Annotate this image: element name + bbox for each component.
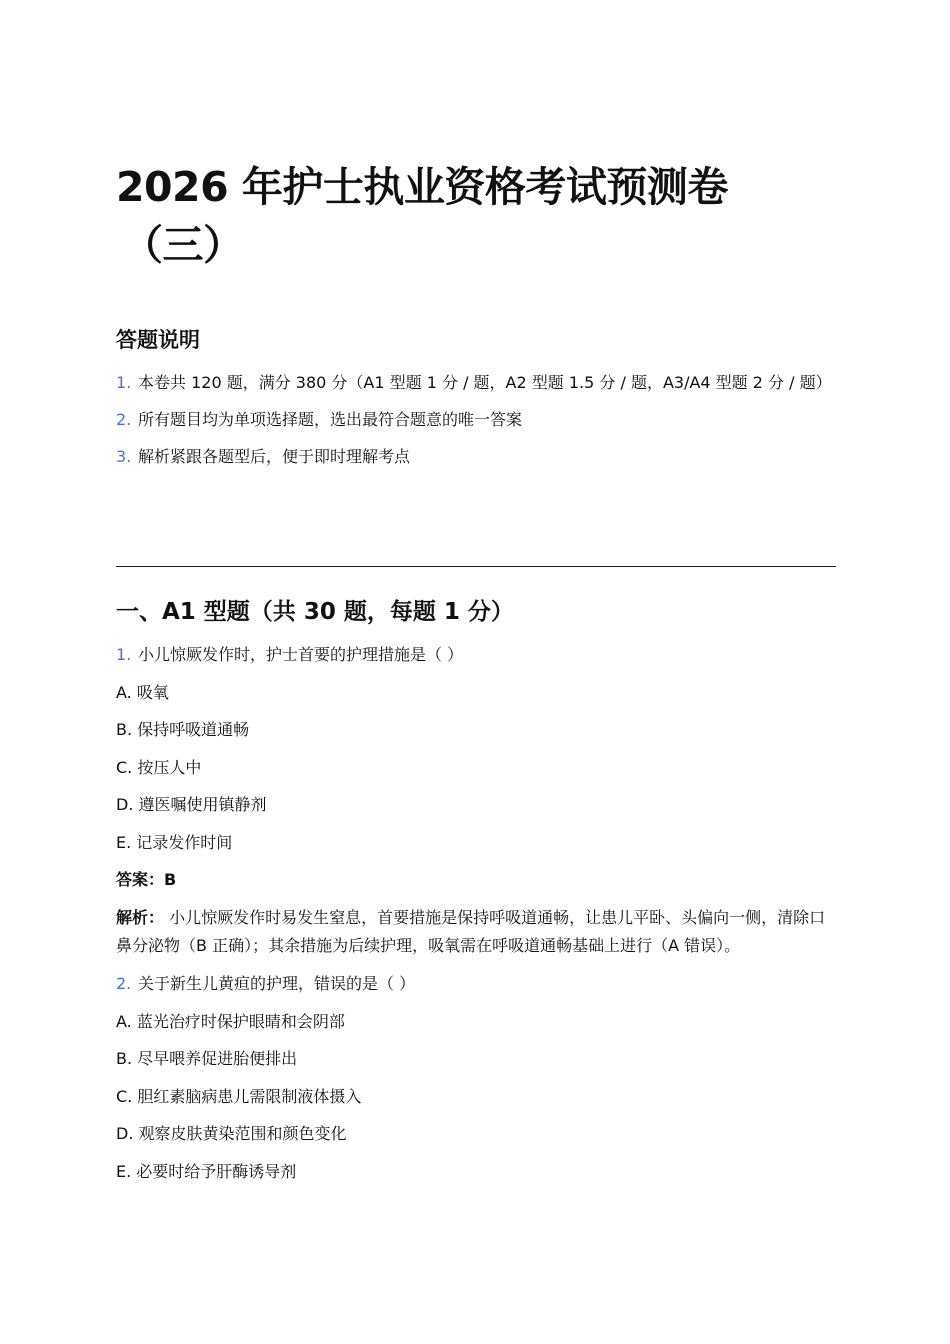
option-d: D. 观察皮肤黄染范围和颜色变化 <box>116 1124 347 1143</box>
question-stem <box>116 970 836 997</box>
question-stem <box>116 641 836 668</box>
document-title <box>116 158 816 274</box>
list-item <box>116 443 836 470</box>
section-divider <box>116 566 836 567</box>
option-c: C. 按压人中 <box>116 757 202 777</box>
answer-value: B <box>164 870 177 889</box>
option-d: D. 遵医嘱使用镇静剂 <box>116 795 267 814</box>
option-e: E. 记录发作时间 <box>116 832 233 852</box>
question-text: 小儿惊厥发作时，护士首要的护理措施是（ ） <box>138 645 464 664</box>
list-number: 2. <box>116 410 132 429</box>
list-item <box>116 369 836 396</box>
answer-label: 答案： <box>116 870 165 889</box>
option-a: A. 蓝光治疗时保护眼睛和会阴部 <box>116 1011 345 1031</box>
analysis-paragraph <box>116 904 836 960</box>
instructions-heading: 答题说明 <box>116 328 200 352</box>
question-number: 1. <box>116 645 132 664</box>
document-title-line1: 2026 年护士执业资格考试预测卷 <box>116 163 728 211</box>
instructions-list <box>116 369 836 480</box>
list-item-text: 所有题目均为单项选择题，选出最符合题意的唯一答案 <box>138 410 523 429</box>
list-item-text: 解析紧跟各题型后，便于即时理解考点 <box>138 447 411 466</box>
option-b: B. 保持呼吸道通畅 <box>116 720 250 739</box>
list-number: 3. <box>116 447 132 466</box>
option-c: C. 胆红素脑病患儿需限制液体摄入 <box>116 1086 362 1106</box>
question-text: 关于新生儿黄疸的护理，错误的是（ ） <box>138 974 416 993</box>
question-list <box>116 641 836 1195</box>
answer-line <box>116 866 836 893</box>
list-number: 1. <box>116 373 132 392</box>
list-item-text: 本卷共 120 题，满分 380 分（A1 型题 1 分 / 题，A2 型题 1.5 分 / 题，A3/A4 型题 2 分 / 题） <box>138 373 832 392</box>
option-a: A. 吸氧 <box>116 682 169 702</box>
option-e: E. 必要时给予肝酶诱导剂 <box>116 1161 297 1181</box>
document-title-line2: （三） <box>122 221 244 269</box>
list-item <box>116 406 836 433</box>
section-title: 一、A1 型题（共 30 题，每题 1 分） <box>116 599 514 625</box>
option-b: B. 尽早喂养促进胎便排出 <box>116 1049 298 1068</box>
question-number: 2. <box>116 974 132 993</box>
analysis-text: 小儿惊厥发作时易发生窒息，首要措施是保持呼吸道通畅，让患儿平卧、头偏向一侧，清除口鼻分泌物（B 正确）；其余措施为后续护理，吸氧需在呼吸道通畅基础上进行（A 错误）。 <box>116 907 826 955</box>
analysis-label: 解析： <box>116 907 165 927</box>
